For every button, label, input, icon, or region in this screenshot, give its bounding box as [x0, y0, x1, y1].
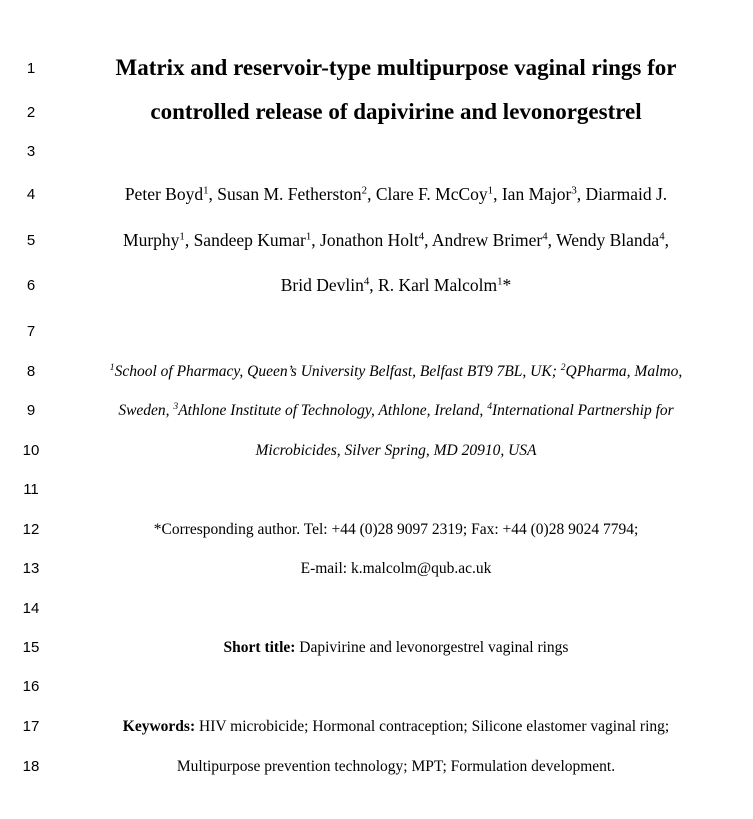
affiliation-text: Sweden, [118, 402, 174, 419]
affiliation-marker: 4 [363, 275, 370, 288]
affiliation-text: Athlone Institute of Technology, Athlone, Ireland, [178, 402, 488, 419]
affiliation-marker: 1 [487, 184, 494, 197]
affiliation-marker: 2 [361, 184, 368, 197]
author-name: Ian Major [501, 184, 572, 204]
keywords-line-1 [60, 715, 732, 739]
author-name: Sandeep Kumar [193, 230, 306, 250]
affiliation-line-3: Microbicides, Silver Spring, MD 20910, USA [255, 442, 537, 459]
line-number: 18 [22, 758, 40, 775]
line-number: 3 [26, 143, 36, 160]
affiliation-marker: 3 [571, 184, 577, 197]
affiliation-marker: 1 [497, 275, 503, 288]
line-number: 6 [26, 277, 36, 294]
affiliation-marker: 4 [659, 230, 665, 243]
line-number: 11 [23, 481, 39, 498]
short-title-text: Dapivirine and levonorgestrel vaginal rings [295, 639, 569, 656]
author-name: Andrew Brimer [431, 230, 543, 250]
corresponding-author-email: E-mail: k.malcolm@qub.ac.uk [300, 560, 492, 577]
line-number: 2 [26, 104, 36, 121]
line-number: 12 [22, 521, 40, 538]
line-number: 16 [22, 678, 40, 695]
line-number: 10 [22, 442, 40, 459]
affiliation-marker: 1 [203, 184, 209, 197]
author-line-3: Brid Devlin$^4$, R. Karl Malcolm$^1$* [280, 275, 512, 295]
line-number: 8 [26, 363, 36, 380]
author-name: Clare F. McCoy [375, 184, 488, 204]
affiliation-line-2: Sweden, $^3$Athlone Institute of Technology, Athlone, Ireland, $^4$International Partnership for [118, 401, 674, 419]
corresponding-author-contact: *Corresponding author. Tel: +44 (0)28 9097 2319; Fax: +44 (0)28 9024 7794; [153, 521, 639, 538]
line-number: 4 [26, 186, 36, 203]
author-name: Susan M. Fetherston [217, 184, 362, 204]
line-number: 14 [22, 600, 40, 617]
author-name: Jonathon Holt [320, 230, 419, 250]
line-number: 9 [26, 402, 36, 419]
author-name: Brid Devlin [280, 275, 364, 295]
keywords-line-2: Multipurpose prevention technology; MPT; Formulation development. [176, 758, 616, 775]
line-number: 15 [22, 639, 40, 656]
author-name: R. Karl Malcolm [378, 275, 498, 295]
affiliation-marker: 1 [179, 230, 185, 243]
keywords-text: HIV microbicide; Hormonal contraception; Silicone elastomer vaginal ring; [195, 718, 670, 735]
author-name: Murphy [123, 230, 180, 250]
line-number: 7 [26, 323, 36, 340]
affiliation-text: QPharma, Malmo, [565, 363, 683, 380]
author-name: Wendy Blanda [556, 230, 660, 250]
author-line-1: Peter Boyd$^1$, Susan M. Fetherston$^2$, Clare F. McCoy$^1$, Ian Major$^3$, Diarmaid J. [124, 184, 668, 204]
author-name: Diarmaid J. [585, 184, 668, 204]
short-title-label: Short title: [223, 639, 296, 656]
author-line-2: Murphy$^1$, Sandeep Kumar$^1$, Jonathon Holt$^4$, Andrew Brimer$^4$, Wendy Blanda$^4$, [123, 230, 669, 250]
keywords-label: Keywords: [122, 718, 196, 735]
line-number: 1 [26, 60, 36, 77]
author-name: Peter Boyd [124, 184, 204, 204]
short-title [60, 636, 732, 660]
affiliation-text: International Partnership for [491, 402, 674, 419]
line-number: 17 [22, 718, 40, 735]
line-number: 5 [26, 232, 36, 249]
paper-title-line-1: Matrix and reservoir-type multipurpose vaginal rings for [115, 55, 677, 80]
corresponding-author-mark: * [502, 275, 512, 295]
affiliation-marker: 4 [542, 230, 548, 243]
paper-title-line-2: controlled release of dapivirine and levonorgestrel [150, 99, 642, 124]
affiliation-marker: 1 [305, 230, 312, 243]
line-number: 13 [22, 560, 40, 577]
affiliation-marker: 4 [418, 230, 425, 243]
affiliation-line-1: $^1$School of Pharmacy, Queen’s University Belfast, Belfast BT9 7BL, UK; $^2$QPharma, Malmo, [109, 362, 683, 380]
affiliation-text: School of Pharmacy, Queen’s University Belfast, Belfast BT9 7BL, UK; [114, 363, 561, 380]
